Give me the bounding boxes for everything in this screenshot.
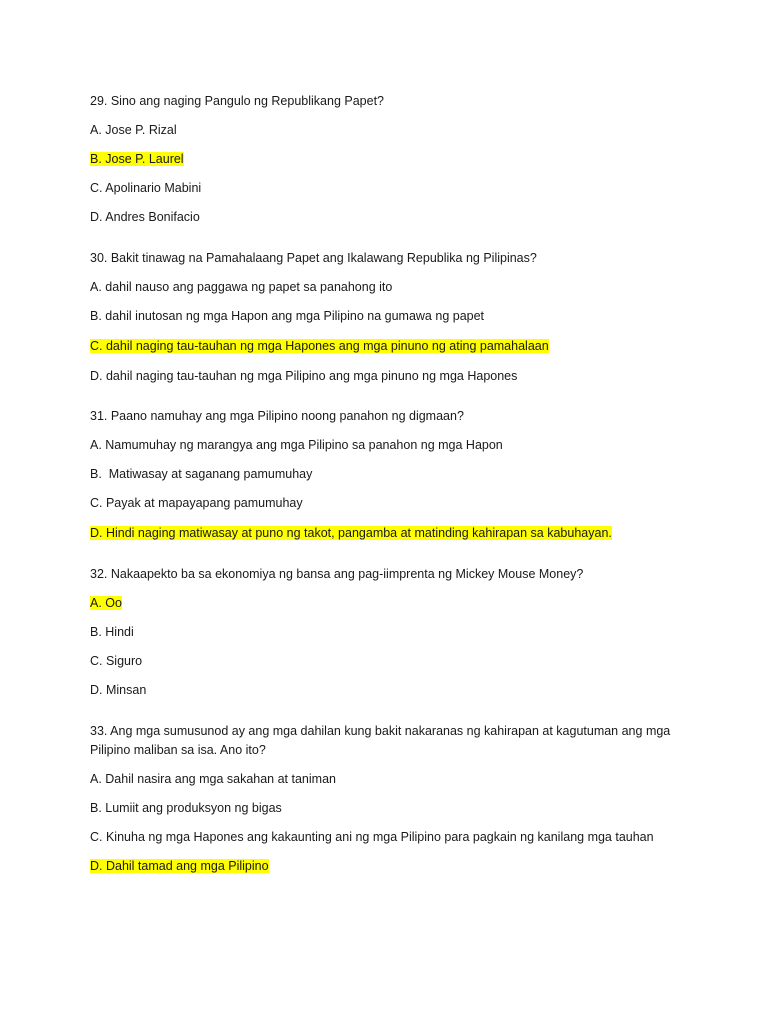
question-30-option-b: B. dahil inutosan ng mga Hapon ang mga Pilipino na gumawa ng papet: [90, 309, 485, 323]
question-29-option-b: [90, 150, 680, 169]
question-30-option-a: A. dahil nauso ang paggawa ng papet sa panahong ito: [90, 280, 393, 294]
question-33-text: 33. Ang mga sumusunod ay ang mga dahilan kung bakit nakaranas ng kahirapan at kagutuman ang mga Pilipino maliban sa isa. Ano ito?: [90, 724, 671, 757]
question-29-text: 29. Sino ang naging Pangulo ng Republikang Papet?: [90, 94, 384, 108]
question-31-option-a: A. Namumuhay ng marangya ang mga Pilipino sa panahon ng mga Hapon: [90, 438, 503, 452]
question-30-option-c: [90, 337, 680, 356]
question-30-text: 30. Bakit tinawag na Pamahalaang Papet ang Ikalawang Republika ng Pilipinas?: [90, 251, 537, 265]
question-32-option-b: B. Hindi: [90, 625, 134, 639]
answer-highlight: D. Hindi naging matiwasay at puno ng takot, pangamba at matinding kahirapan sa kabuhayan.: [90, 526, 612, 540]
question-32-option-c: C. Siguro: [90, 654, 143, 668]
answer-highlight: D. Dahil tamad ang mga Pilipino: [90, 859, 269, 873]
question-33-option-b: B. Lumiit ang produksyon ng bigas: [90, 801, 282, 815]
question-33-option-d: [90, 857, 680, 876]
answer-highlight: A. Oo: [90, 596, 122, 610]
question-33-option-c: C. Kinuha ng mga Hapones ang kakaunting ani ng mga Pilipino para pagkain ng kanilang mga tauhan: [90, 830, 654, 844]
question-30-option-d: D. dahil naging tau-tauhan ng mga Pilipino ang mga pinuno ng mga Hapones: [90, 369, 518, 383]
question-32-option-d: D. Minsan: [90, 683, 147, 697]
question-31-option-d: [90, 524, 680, 543]
question-32-option-a: [90, 594, 680, 613]
question-29-option-a: A. Jose P. Rizal: [90, 123, 177, 137]
question-32-text: 32. Nakaapekto ba sa ekonomiya ng bansa ang pag-iimprenta ng Mickey Mouse Money?: [90, 567, 584, 581]
question-31-text: 31. Paano namuhay ang mga Pilipino noong panahon ng digmaan?: [90, 409, 464, 423]
question-33-option-a: A. Dahil nasira ang mga sakahan at taniman: [90, 772, 336, 786]
question-29-option-d: D. Andres Bonifacio: [90, 210, 200, 224]
question-29-option-c: C. Apolinario Mabini: [90, 181, 202, 195]
question-31-option-b: B. Matiwasay at saganang pamumuhay: [90, 467, 313, 481]
answer-highlight: B. Jose P. Laurel: [90, 152, 184, 166]
question-31-option-c: C. Payak at mapayapang pamumuhay: [90, 496, 303, 510]
answer-highlight: C. dahil naging tau-tauhan ng mga Hapones ang mga pinuno ng ating pamahalaan: [90, 339, 549, 353]
